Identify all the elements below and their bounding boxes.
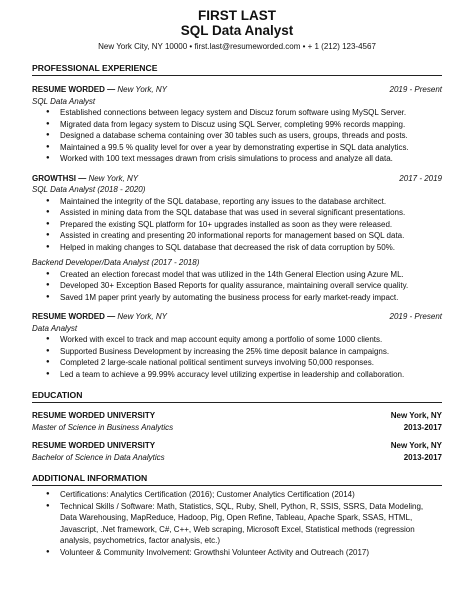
job-entry <box>32 311 442 380</box>
bullet-item: ● Assisted in mining data from the SQL database that was used in several significant presentations. <box>60 207 442 219</box>
contact-line: New York City, NY 10000 • first.last@resumeworded.com • + 1 (212) 123-4567 <box>98 42 376 51</box>
education-header <box>32 410 442 422</box>
job-role: SQL Data Analyst (2018 - 2020) <box>32 185 146 194</box>
experience-heading: PROFESSIONAL EXPERIENCE <box>32 63 442 76</box>
job-bullets <box>32 334 442 380</box>
school-location: New York, NY <box>390 441 442 450</box>
bullet-item: ● Assisted in creating and presenting 20 informational reports for management based on SQL data. <box>60 230 442 242</box>
bullet-item: ● Led a team to achieve a 99.99% accuracy level utilizing expertise in leadership and collaboration. <box>60 369 442 381</box>
job-entry <box>32 173 442 304</box>
additional-heading: ADDITIONAL INFORMATION <box>32 473 442 486</box>
bullet-item: ● Established connections between legacy system and Discuz forum software using MySQL Server. <box>60 107 442 119</box>
bullet-item: ● Prepared the existing SQL platform for 10+ upgrades installed as soon as they were released. <box>60 219 442 231</box>
company-name: RESUME WORDED <box>32 312 105 321</box>
education-heading: EDUCATION <box>32 390 442 403</box>
bullet-item: ● Volunteer & Community Involvement: Growthshi Volunteer Activity and Outreach (2017) <box>60 547 442 559</box>
job-role-secondary: Backend Developer/Data Analyst (2017 - 2018) <box>32 258 200 267</box>
education-detail <box>32 452 442 464</box>
job-dates: 2019 - Present <box>389 312 442 321</box>
degree: Bachelor of Science in Data Analytics <box>32 452 165 462</box>
job-role: SQL Data Analyst <box>32 96 96 106</box>
bullet-item: ● Completed 2 large-scale national political sentiment surveys involving 50,000 responses. <box>60 357 442 369</box>
candidate-name: FIRST LAST <box>198 8 276 23</box>
bullet-item: ● Created an election forecast model that was utilized in the 14th General Election using Azure ML. <box>60 269 442 281</box>
degree: Master of Science in Business Analytics <box>32 422 174 432</box>
bullet-item: ● Technical Skills / Software: Math, Statistics, SQL, Ruby, Shell, Python, R, SSIS, SSRS, Data Modeling, Data Warehousing, MapReduce, Hadoop, Pig, Open Refine, Tableau, Apache Spark, SSAS, HTML, Javascript, .Net framework, C#, C++, Web scraping, Microsoft Excel, Statistical methods (regression analysis, psychometrics, factor analysis, etc.) <box>60 501 442 547</box>
additional-bullets <box>32 489 442 558</box>
education-entry <box>32 410 442 433</box>
job-bullets-secondary <box>32 269 442 304</box>
bullet-item: ● Helped in making changes to SQL database that decreased the risk of data corruption by 50%. <box>60 242 442 254</box>
school-location: New York, NY <box>390 411 442 420</box>
school-name: RESUME WORDED UNIVERSITY <box>32 411 156 420</box>
job-header: RESUME WORDED — New York, NY 2019 - Present <box>32 312 442 321</box>
education-dates: 2013-2017 <box>403 452 442 462</box>
job-location: New York, NY <box>117 312 167 321</box>
company-name: RESUME WORDED <box>32 85 105 94</box>
education-detail <box>32 422 442 434</box>
job-header: RESUME WORDED — New York, NY 2019 - Present <box>32 85 442 94</box>
bullet-item: ● Designed a database schema containing over 30 tables such as users, groups, threads and posts. <box>60 130 442 142</box>
company-name: GROWTHSI <box>32 173 76 183</box>
bullet-item: ● Maintained the integrity of the SQL database, reporting any issues to the database architect. <box>60 196 442 208</box>
education-header <box>32 440 442 452</box>
bullet-item: ● Saved 1M paper print yearly by automating the business process for early market-ready impact. <box>60 292 442 304</box>
job-location: New York, NY <box>88 173 139 183</box>
bullet-item: ● Certifications: Analytics Certification (2016); Customer Analytics Certification (2014) <box>60 489 442 501</box>
bullet-item: ● Migrated data from legacy system to Discuz using SQL Server, completing 99% records mapping. <box>60 119 442 131</box>
education-entry <box>32 440 442 463</box>
bullet-item: ● Developed 30+ Exception Based Reports for quality assurance, maintaining overall service quality. <box>60 280 442 292</box>
job-header: GROWTHSI — New York, NY 2017 - 2019 <box>32 173 442 183</box>
job-entry <box>32 84 442 165</box>
bullet-item: ● Worked with 100 text messages drawn from crisis simulations to process and analyze all data. <box>60 153 442 165</box>
bullet-item: ● Maintained a 99.5 % quality level for over a year by demonstrating expertise in SQL data analytics. <box>60 142 442 154</box>
school-name: RESUME WORDED UNIVERSITY <box>32 441 156 450</box>
job-role: Data Analyst <box>32 323 78 333</box>
candidate-title: SQL Data Analyst <box>180 23 294 38</box>
job-bullets <box>32 196 442 254</box>
job-dates: 2017 - 2019 <box>399 173 442 183</box>
bullet-item: ● Worked with excel to track and map account equity among a portfolio of some 1000 clients. <box>60 334 442 346</box>
job-bullets <box>32 107 442 165</box>
bullet-item: ● Supported Business Development by increasing the 25% time deposit balance in campaigns. <box>60 346 442 358</box>
job-location: New York, NY <box>117 85 167 94</box>
education-dates: 2013-2017 <box>403 422 442 432</box>
job-dates: 2019 - Present <box>389 85 442 94</box>
